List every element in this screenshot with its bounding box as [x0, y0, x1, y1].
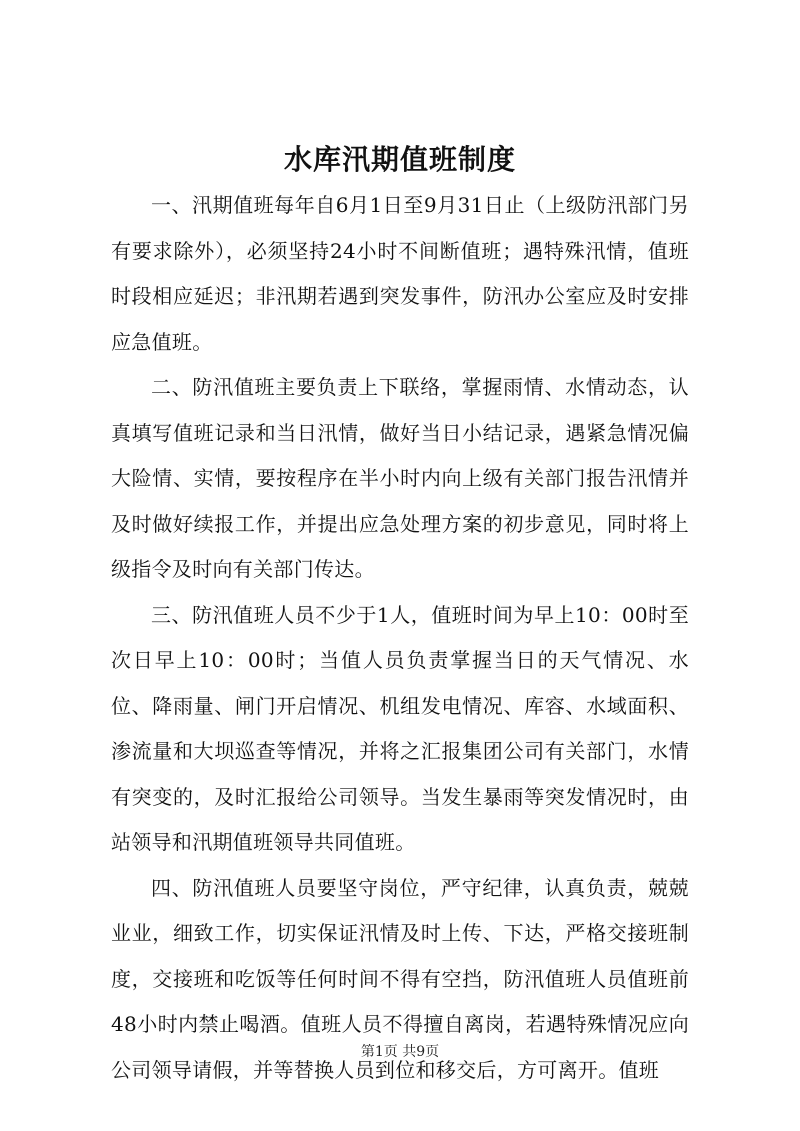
paragraph-2: 二、防汛值班主要负责上下联络，掌握雨情、水情动态，认真填写值班记录和当日汛情，做好当日小结记录，遇紧急情况偏大险情、实情，要按程序在半小时内向上级有关部门报告汛情并及时做好续报工作，并提出应急处理方案的初步意见，同时将上级指令及时向有关部门传达。	[111, 375, 689, 581]
document-title: 水库汛期值班制度	[283, 143, 516, 176]
paragraph-4: 四、防汛值班人员要坚守岗位，严守纪律，认真负责，兢兢业业，细致工作，切实保证汛情及时上传、下达，严格交接班制度，交接班和吃饭等任何时间不得有空挡，防汛值班人员值班前48小时内禁止喝酒。值班人员不得擅自离岗，若遇特殊情况应向公司领导请假，并等替换人员到位和移交后，方可离开。值班	[111, 875, 689, 1082]
paragraph-1: 一、汛期值班每年自6月1日至9月31日止（上级防汛部门另有要求除外），必须坚持24小时不间断值班；遇特殊汛情，值班时段相应延迟；非汛期若遇到突发事件，防汛办公室应及时安排应急值班。	[111, 193, 689, 354]
document-body	[111, 183, 689, 1093]
page-number-footer: 第1页 共9页	[360, 1044, 440, 1060]
paragraph-3: 三、防汛值班人员不少于1人，值班时间为早上10：00时至次日早上10：00时；当值人员负责掌握当日的天气情况、水位、降雨量、闸门开启情况、机组发电情况、库容、水域面积、渗流量和大坝巡查等情况，并将之汇报集团公司有关部门，水情有突变的，及时汇报给公司领导。当发生暴雨等突发情况时，由站领导和汛期值班领导共同值班。	[111, 602, 689, 854]
